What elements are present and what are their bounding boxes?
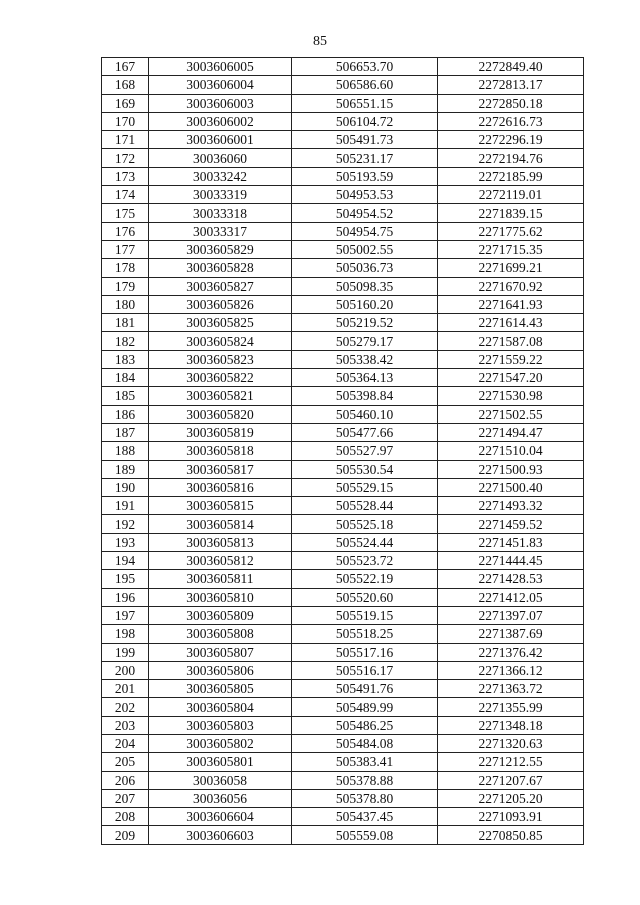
y-coordinate-cell: 2272296.19 bbox=[438, 131, 584, 149]
point-id-cell: 3003605810 bbox=[149, 588, 292, 606]
point-id-cell: 3003605813 bbox=[149, 533, 292, 551]
x-coordinate-cell: 505460.10 bbox=[292, 405, 438, 423]
x-coordinate-cell: 505219.52 bbox=[292, 314, 438, 332]
point-number-cell: 186 bbox=[102, 405, 149, 423]
table-row bbox=[102, 295, 584, 313]
table-row bbox=[102, 204, 584, 222]
x-coordinate-cell: 504954.75 bbox=[292, 222, 438, 240]
y-coordinate-cell: 2271387.69 bbox=[438, 625, 584, 643]
table-row bbox=[102, 112, 584, 130]
table-row bbox=[102, 753, 584, 771]
x-coordinate-cell: 505364.13 bbox=[292, 369, 438, 387]
table-row bbox=[102, 497, 584, 515]
point-number-cell: 182 bbox=[102, 332, 149, 350]
table-row bbox=[102, 186, 584, 204]
y-coordinate-cell: 2272813.17 bbox=[438, 76, 584, 94]
x-coordinate-cell: 506551.15 bbox=[292, 94, 438, 112]
point-id-cell: 3003605808 bbox=[149, 625, 292, 643]
point-number-cell: 185 bbox=[102, 387, 149, 405]
table-row bbox=[102, 570, 584, 588]
y-coordinate-cell: 2271428.53 bbox=[438, 570, 584, 588]
page-number: 85 bbox=[313, 34, 327, 49]
table-row bbox=[102, 332, 584, 350]
point-number-cell: 181 bbox=[102, 314, 149, 332]
table-row bbox=[102, 405, 584, 423]
x-coordinate-cell: 505491.76 bbox=[292, 680, 438, 698]
table-row bbox=[102, 222, 584, 240]
point-number-cell: 208 bbox=[102, 808, 149, 826]
point-id-cell: 3003605803 bbox=[149, 716, 292, 734]
point-number-cell: 209 bbox=[102, 826, 149, 844]
point-number-cell: 168 bbox=[102, 76, 149, 94]
point-id-cell: 3003605809 bbox=[149, 606, 292, 624]
y-coordinate-cell: 2271839.15 bbox=[438, 204, 584, 222]
x-coordinate-cell: 505519.15 bbox=[292, 606, 438, 624]
point-number-cell: 202 bbox=[102, 698, 149, 716]
point-number-cell: 195 bbox=[102, 570, 149, 588]
point-number-cell: 178 bbox=[102, 259, 149, 277]
point-number-cell: 198 bbox=[102, 625, 149, 643]
point-number-cell: 193 bbox=[102, 533, 149, 551]
point-id-cell: 3003606604 bbox=[149, 808, 292, 826]
point-id-cell: 3003605817 bbox=[149, 460, 292, 478]
point-id-cell: 30036058 bbox=[149, 771, 292, 789]
point-id-cell: 3003605801 bbox=[149, 753, 292, 771]
x-coordinate-cell: 505193.59 bbox=[292, 167, 438, 185]
point-id-cell: 3003605814 bbox=[149, 515, 292, 533]
table-row bbox=[102, 387, 584, 405]
y-coordinate-cell: 2271715.35 bbox=[438, 240, 584, 258]
x-coordinate-cell: 505517.16 bbox=[292, 643, 438, 661]
x-coordinate-cell: 505524.44 bbox=[292, 533, 438, 551]
table-row bbox=[102, 698, 584, 716]
y-coordinate-cell: 2271559.22 bbox=[438, 350, 584, 368]
table-row bbox=[102, 734, 584, 752]
x-coordinate-cell: 505523.72 bbox=[292, 552, 438, 570]
point-number-cell: 169 bbox=[102, 94, 149, 112]
table-row bbox=[102, 680, 584, 698]
x-coordinate-cell: 505530.54 bbox=[292, 460, 438, 478]
point-number-cell: 199 bbox=[102, 643, 149, 661]
y-coordinate-cell: 2271355.99 bbox=[438, 698, 584, 716]
table-row bbox=[102, 76, 584, 94]
y-coordinate-cell: 2270850.85 bbox=[438, 826, 584, 844]
x-coordinate-cell: 505518.25 bbox=[292, 625, 438, 643]
x-coordinate-cell: 505520.60 bbox=[292, 588, 438, 606]
x-coordinate-cell: 505522.19 bbox=[292, 570, 438, 588]
point-id-cell: 3003605804 bbox=[149, 698, 292, 716]
point-number-cell: 167 bbox=[102, 58, 149, 76]
point-id-cell: 3003605818 bbox=[149, 442, 292, 460]
point-id-cell: 3003606603 bbox=[149, 826, 292, 844]
table-row bbox=[102, 369, 584, 387]
point-id-cell: 3003605823 bbox=[149, 350, 292, 368]
point-number-cell: 190 bbox=[102, 478, 149, 496]
point-number-cell: 184 bbox=[102, 369, 149, 387]
y-coordinate-cell: 2271547.20 bbox=[438, 369, 584, 387]
point-id-cell: 3003605819 bbox=[149, 423, 292, 441]
point-number-cell: 187 bbox=[102, 423, 149, 441]
x-coordinate-cell: 505484.08 bbox=[292, 734, 438, 752]
point-id-cell: 3003606001 bbox=[149, 131, 292, 149]
point-id-cell: 30033242 bbox=[149, 167, 292, 185]
x-coordinate-cell: 505529.15 bbox=[292, 478, 438, 496]
point-number-cell: 175 bbox=[102, 204, 149, 222]
y-coordinate-cell: 2271205.20 bbox=[438, 789, 584, 807]
x-coordinate-cell: 506104.72 bbox=[292, 112, 438, 130]
point-number-cell: 191 bbox=[102, 497, 149, 515]
table-row bbox=[102, 240, 584, 258]
coordinate-table-container bbox=[101, 57, 584, 845]
point-id-cell: 30036056 bbox=[149, 789, 292, 807]
point-number-cell: 204 bbox=[102, 734, 149, 752]
y-coordinate-cell: 2271510.04 bbox=[438, 442, 584, 460]
y-coordinate-cell: 2271530.98 bbox=[438, 387, 584, 405]
x-coordinate-cell: 506653.70 bbox=[292, 58, 438, 76]
table-row bbox=[102, 149, 584, 167]
y-coordinate-cell: 2271412.05 bbox=[438, 588, 584, 606]
x-coordinate-cell: 505279.17 bbox=[292, 332, 438, 350]
point-number-cell: 173 bbox=[102, 167, 149, 185]
y-coordinate-cell: 2271207.67 bbox=[438, 771, 584, 789]
y-coordinate-cell: 2271500.93 bbox=[438, 460, 584, 478]
point-id-cell: 3003605827 bbox=[149, 277, 292, 295]
x-coordinate-cell: 505437.45 bbox=[292, 808, 438, 826]
y-coordinate-cell: 2271451.83 bbox=[438, 533, 584, 551]
table-row bbox=[102, 350, 584, 368]
y-coordinate-cell: 2271493.32 bbox=[438, 497, 584, 515]
point-id-cell: 3003605807 bbox=[149, 643, 292, 661]
point-id-cell: 30033318 bbox=[149, 204, 292, 222]
table-row bbox=[102, 588, 584, 606]
x-coordinate-cell: 505378.80 bbox=[292, 789, 438, 807]
point-id-cell: 3003605821 bbox=[149, 387, 292, 405]
point-id-cell: 3003606005 bbox=[149, 58, 292, 76]
point-number-cell: 171 bbox=[102, 131, 149, 149]
y-coordinate-cell: 2271587.08 bbox=[438, 332, 584, 350]
table-row bbox=[102, 314, 584, 332]
point-id-cell: 3003605812 bbox=[149, 552, 292, 570]
x-coordinate-cell: 505002.55 bbox=[292, 240, 438, 258]
point-id-cell: 3003605815 bbox=[149, 497, 292, 515]
y-coordinate-cell: 2271614.43 bbox=[438, 314, 584, 332]
table-row bbox=[102, 533, 584, 551]
coordinate-table bbox=[101, 57, 584, 845]
x-coordinate-cell: 505525.18 bbox=[292, 515, 438, 533]
x-coordinate-cell: 505398.84 bbox=[292, 387, 438, 405]
x-coordinate-cell: 505036.73 bbox=[292, 259, 438, 277]
point-id-cell: 3003605816 bbox=[149, 478, 292, 496]
x-coordinate-cell: 505486.25 bbox=[292, 716, 438, 734]
point-number-cell: 206 bbox=[102, 771, 149, 789]
table-row bbox=[102, 643, 584, 661]
coordinate-table-body bbox=[102, 58, 584, 845]
y-coordinate-cell: 2271775.62 bbox=[438, 222, 584, 240]
y-coordinate-cell: 2272194.76 bbox=[438, 149, 584, 167]
point-number-cell: 207 bbox=[102, 789, 149, 807]
table-row bbox=[102, 606, 584, 624]
y-coordinate-cell: 2272185.99 bbox=[438, 167, 584, 185]
point-number-cell: 201 bbox=[102, 680, 149, 698]
x-coordinate-cell: 505231.17 bbox=[292, 149, 438, 167]
x-coordinate-cell: 505489.99 bbox=[292, 698, 438, 716]
y-coordinate-cell: 2271500.40 bbox=[438, 478, 584, 496]
x-coordinate-cell: 505383.41 bbox=[292, 753, 438, 771]
x-coordinate-cell: 505378.88 bbox=[292, 771, 438, 789]
y-coordinate-cell: 2271320.63 bbox=[438, 734, 584, 752]
y-coordinate-cell: 2271699.21 bbox=[438, 259, 584, 277]
y-coordinate-cell: 2271444.45 bbox=[438, 552, 584, 570]
point-id-cell: 3003605825 bbox=[149, 314, 292, 332]
table-row bbox=[102, 808, 584, 826]
point-number-cell: 205 bbox=[102, 753, 149, 771]
y-coordinate-cell: 2271459.52 bbox=[438, 515, 584, 533]
point-id-cell: 3003605802 bbox=[149, 734, 292, 752]
table-row bbox=[102, 478, 584, 496]
point-id-cell: 3003605820 bbox=[149, 405, 292, 423]
point-id-cell: 3003605806 bbox=[149, 661, 292, 679]
table-row bbox=[102, 460, 584, 478]
point-number-cell: 188 bbox=[102, 442, 149, 460]
table-row bbox=[102, 826, 584, 844]
x-coordinate-cell: 505559.08 bbox=[292, 826, 438, 844]
point-id-cell: 3003605828 bbox=[149, 259, 292, 277]
y-coordinate-cell: 2271376.42 bbox=[438, 643, 584, 661]
table-row bbox=[102, 771, 584, 789]
y-coordinate-cell: 2272850.18 bbox=[438, 94, 584, 112]
point-number-cell: 170 bbox=[102, 112, 149, 130]
point-number-cell: 192 bbox=[102, 515, 149, 533]
point-id-cell: 30036060 bbox=[149, 149, 292, 167]
x-coordinate-cell: 506586.60 bbox=[292, 76, 438, 94]
y-coordinate-cell: 2271641.93 bbox=[438, 295, 584, 313]
x-coordinate-cell: 505491.73 bbox=[292, 131, 438, 149]
y-coordinate-cell: 2272849.40 bbox=[438, 58, 584, 76]
point-number-cell: 177 bbox=[102, 240, 149, 258]
table-row bbox=[102, 552, 584, 570]
x-coordinate-cell: 505527.97 bbox=[292, 442, 438, 460]
x-coordinate-cell: 504953.53 bbox=[292, 186, 438, 204]
point-number-cell: 203 bbox=[102, 716, 149, 734]
y-coordinate-cell: 2271670.92 bbox=[438, 277, 584, 295]
x-coordinate-cell: 505098.35 bbox=[292, 277, 438, 295]
x-coordinate-cell: 505516.17 bbox=[292, 661, 438, 679]
y-coordinate-cell: 2271212.55 bbox=[438, 753, 584, 771]
table-row bbox=[102, 277, 584, 295]
point-id-cell: 3003605805 bbox=[149, 680, 292, 698]
point-number-cell: 183 bbox=[102, 350, 149, 368]
table-row bbox=[102, 789, 584, 807]
point-number-cell: 176 bbox=[102, 222, 149, 240]
table-row bbox=[102, 259, 584, 277]
y-coordinate-cell: 2271366.12 bbox=[438, 661, 584, 679]
table-row bbox=[102, 131, 584, 149]
x-coordinate-cell: 505477.66 bbox=[292, 423, 438, 441]
point-id-cell: 3003605826 bbox=[149, 295, 292, 313]
point-number-cell: 180 bbox=[102, 295, 149, 313]
point-id-cell: 3003605822 bbox=[149, 369, 292, 387]
point-id-cell: 3003605824 bbox=[149, 332, 292, 350]
x-coordinate-cell: 505338.42 bbox=[292, 350, 438, 368]
point-number-cell: 172 bbox=[102, 149, 149, 167]
y-coordinate-cell: 2272616.73 bbox=[438, 112, 584, 130]
point-number-cell: 194 bbox=[102, 552, 149, 570]
point-number-cell: 197 bbox=[102, 606, 149, 624]
point-id-cell: 3003605829 bbox=[149, 240, 292, 258]
table-row bbox=[102, 94, 584, 112]
table-row bbox=[102, 423, 584, 441]
point-id-cell: 3003605811 bbox=[149, 570, 292, 588]
point-number-cell: 200 bbox=[102, 661, 149, 679]
x-coordinate-cell: 505160.20 bbox=[292, 295, 438, 313]
y-coordinate-cell: 2271494.47 bbox=[438, 423, 584, 441]
y-coordinate-cell: 2271348.18 bbox=[438, 716, 584, 734]
y-coordinate-cell: 2271093.91 bbox=[438, 808, 584, 826]
table-row bbox=[102, 661, 584, 679]
table-row bbox=[102, 442, 584, 460]
table-row bbox=[102, 716, 584, 734]
point-number-cell: 189 bbox=[102, 460, 149, 478]
point-id-cell: 30033317 bbox=[149, 222, 292, 240]
point-number-cell: 179 bbox=[102, 277, 149, 295]
table-row bbox=[102, 515, 584, 533]
x-coordinate-cell: 505528.44 bbox=[292, 497, 438, 515]
point-id-cell: 3003606003 bbox=[149, 94, 292, 112]
table-row bbox=[102, 625, 584, 643]
point-id-cell: 30033319 bbox=[149, 186, 292, 204]
table-row bbox=[102, 167, 584, 185]
y-coordinate-cell: 2271502.55 bbox=[438, 405, 584, 423]
point-id-cell: 3003606004 bbox=[149, 76, 292, 94]
point-id-cell: 3003606002 bbox=[149, 112, 292, 130]
y-coordinate-cell: 2272119.01 bbox=[438, 186, 584, 204]
table-row bbox=[102, 58, 584, 76]
point-number-cell: 196 bbox=[102, 588, 149, 606]
x-coordinate-cell: 504954.52 bbox=[292, 204, 438, 222]
y-coordinate-cell: 2271363.72 bbox=[438, 680, 584, 698]
y-coordinate-cell: 2271397.07 bbox=[438, 606, 584, 624]
point-number-cell: 174 bbox=[102, 186, 149, 204]
